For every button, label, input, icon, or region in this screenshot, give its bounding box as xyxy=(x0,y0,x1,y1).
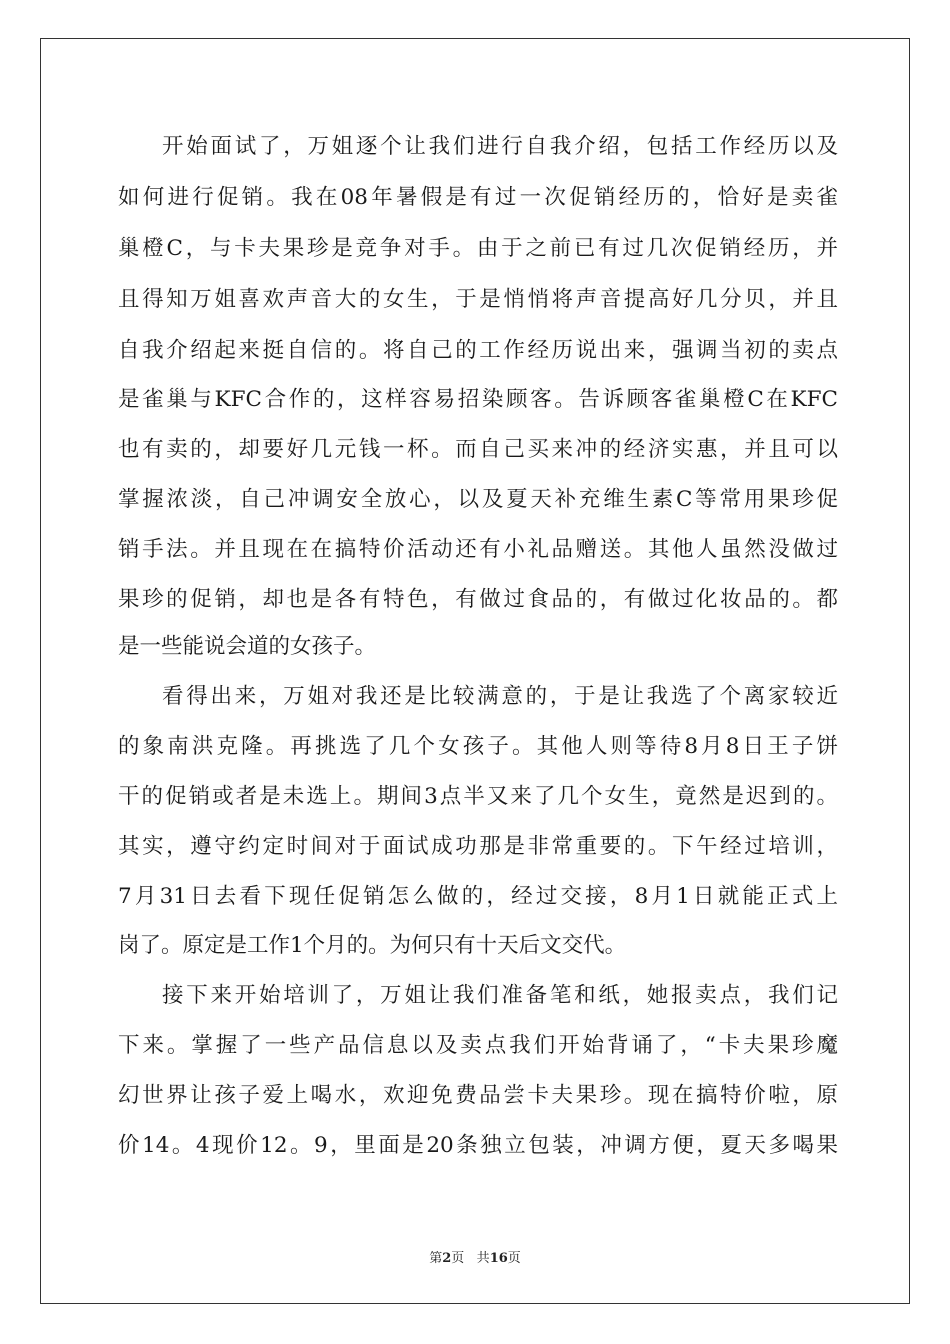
page-footer xyxy=(0,1247,950,1266)
text-line: 价14。4现价12。9，里面是20条独立包装，冲调方便，夏天多喝果 xyxy=(118,1133,838,1158)
text-line: 的象南洪克隆。再挑选了几个女孩子。其他人则等待8月8日王子饼 xyxy=(118,734,838,759)
page-number: 2 xyxy=(442,1251,452,1266)
text-line: 如何进行促销。我在08年暑假是有过一次促销经历的，恰好是卖雀 xyxy=(118,185,838,210)
text-line: 其实，遵守约定时间对于面试成功那是非常重要的。下午经过培训， xyxy=(118,834,838,859)
text-line: 7月31日去看下现任促销怎么做的，经过交接，8月1日就能正式上 xyxy=(118,884,838,909)
text-line: 销手法。并且现在在搞特价活动还有小礼品赠送。其他人虽然没做过 xyxy=(118,537,838,562)
text-line: 看得出来，万姐对我还是比较满意的，于是让我选了个离家较近 xyxy=(162,684,838,709)
text-line: 巢橙C，与卡夫果珍是竞争对手。由于之前已有过几次促销经历，并 xyxy=(118,236,838,261)
text-line: 也有卖的，却要好几元钱一杯。而自己买来冲的经济实惠，并且可以 xyxy=(118,437,838,462)
text-line: 是一些能说会道的女孩子。 xyxy=(118,634,377,659)
text-line: 果珍的促销，却也是各有特色，有做过食品的，有做过化妆品的。都 xyxy=(118,587,838,612)
text-line: 下来。掌握了一些产品信息以及卖点我们开始背诵了，“卡夫果珍魔 xyxy=(118,1033,838,1058)
text-line: 接下来开始培训了，万姐让我们准备笔和纸，她报卖点，我们记 xyxy=(162,983,838,1008)
text-line: 岗了。原定是工作1个月的。为何只有十天后文交代。 xyxy=(118,933,627,958)
footer-total-suffix: 页 xyxy=(507,1251,521,1266)
footer-page-suffix: 页 xyxy=(451,1251,465,1266)
text-line: 自我介绍起来挺自信的。将自己的工作经历说出来，强调当初的卖点 xyxy=(118,338,838,363)
text-line: 幻世界让孩子爱上喝水，欢迎免费品尝卡夫果珍。现在搞特价啦，原 xyxy=(118,1083,838,1108)
footer-total-prefix: 共 xyxy=(476,1251,490,1266)
footer-prefix: 第 xyxy=(429,1251,443,1266)
text-line: 掌握浓淡，自己冲调安全放心，以及夏天补充维生素C等常用果珍促 xyxy=(118,487,838,512)
text-line: 干的促销或者是未选上。期间3点半又来了几个女生，竟然是迟到的。 xyxy=(118,784,838,809)
text-line: 且得知万姐喜欢声音大的女生，于是悄悄将声音提高好几分贝，并且 xyxy=(118,287,838,312)
text-line: 开始面试了，万姐逐个让我们进行自我介绍，包括工作经历以及 xyxy=(162,134,838,159)
total-pages: 16 xyxy=(489,1251,508,1266)
text-line: 是雀巢与KFC合作的，这样容易招染顾客。告诉顾客雀巢橙C在KFC xyxy=(118,387,838,412)
page-border xyxy=(40,38,910,1304)
